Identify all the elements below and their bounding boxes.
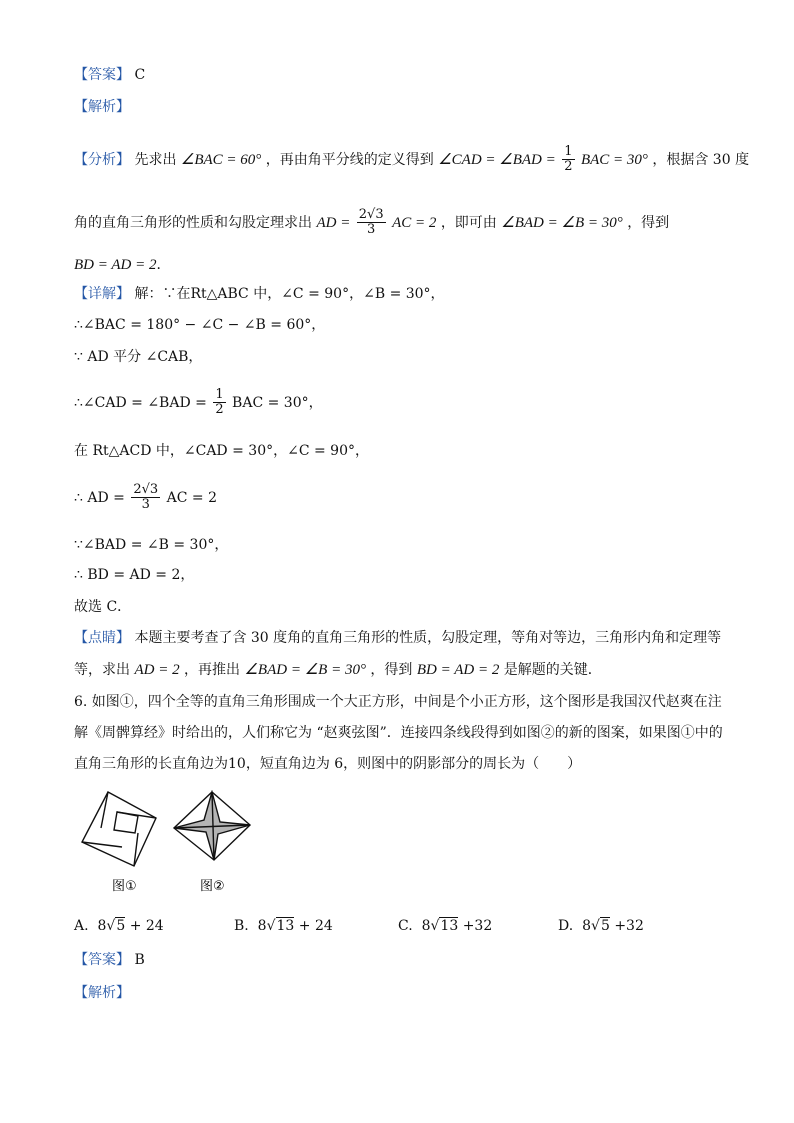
choice-coef: 8 <box>257 918 267 934</box>
denominator: 2 <box>215 402 224 418</box>
answer-value: B <box>134 952 145 968</box>
fraction <box>213 388 225 418</box>
xiangjie-line-8 <box>74 568 194 582</box>
question-6-line-1 <box>74 695 722 709</box>
denominator: 3 <box>367 222 376 238</box>
choice-c[interactable]: C. 8√13 +32 <box>398 918 493 934</box>
figure-2-label: 图② <box>200 879 225 894</box>
text: 等，求出 <box>74 662 130 678</box>
text: ∴∠CAD = ∠BAD = <box>74 394 207 411</box>
question-6-line-3 <box>74 757 581 771</box>
numerator: 2√3 <box>358 207 384 222</box>
math: ∠BAC = 60° <box>180 151 262 168</box>
analysis-tag: 【解析】 <box>74 985 130 1001</box>
text: ，再由角平分线的定义得到 <box>265 151 434 168</box>
xiangjie-line-9 <box>74 600 131 614</box>
choice-letter: B. <box>234 918 249 934</box>
text: 在 Rt△ACD 中，∠CAD = 30°，∠C = 90°， <box>74 443 369 459</box>
text: ∴ AD = <box>74 489 125 506</box>
choice-radicand: 5 <box>600 918 610 934</box>
text: AC = 2 <box>166 489 217 506</box>
xiangjie-line-6 <box>74 483 217 513</box>
math: ∠BAD = ∠B = 30° <box>501 214 623 231</box>
answer-value: C <box>134 67 146 83</box>
outer-square <box>82 792 156 866</box>
dianjing-line-1 <box>74 631 721 645</box>
choice-letter: D. <box>558 918 574 934</box>
math: ∠BAD = ∠B = 30° <box>244 662 366 678</box>
text: 直角三角形的长直角边为10，短直角边为 6，则图中的阴影部分的周长为（ ） <box>74 756 582 772</box>
denominator: 3 <box>141 497 150 513</box>
figure-2-shaded-diagram <box>174 792 250 860</box>
fenxi-line-1 <box>74 145 749 175</box>
xiangjie-line-2 <box>74 318 325 332</box>
fraction <box>131 483 160 513</box>
text: BAC = 30°， <box>232 394 323 411</box>
dianjing-line-2 <box>74 663 602 678</box>
choice-b[interactable]: B. 8√13 + 24 <box>234 918 333 934</box>
choice-letter: C. <box>398 918 413 934</box>
math: BD = AD = 2 <box>74 257 157 273</box>
choice-coef: 8 <box>421 918 431 934</box>
xiangjie-tag: 【详解】 <box>74 286 130 302</box>
math: AC = 2 <box>392 214 437 231</box>
answer-line <box>74 68 145 82</box>
text: ∵∠BAD = ∠B = 30°， <box>74 537 229 553</box>
numerator: 1 <box>564 144 573 159</box>
text: ∴ BD = AD = 2， <box>74 567 195 583</box>
choice-letter: A. <box>74 918 89 934</box>
dianjing-tag: 【点睛】 <box>74 630 130 646</box>
text: ，根据含 30 度 <box>652 151 750 168</box>
fraction <box>562 145 574 175</box>
text: 是解题的关键． <box>503 662 602 678</box>
choice-radicand: 13 <box>440 918 459 934</box>
fenxi-tag: 【分析】 <box>74 151 130 168</box>
question-6-line-2 <box>74 726 723 740</box>
xiangjie-line-7 <box>74 538 228 552</box>
math: ∠CAD = ∠BAD = <box>438 151 556 168</box>
choice-const: +32 <box>614 918 644 934</box>
choice-radicand: 13 <box>276 918 295 934</box>
math: AD = 2 <box>134 662 180 678</box>
text: ，再推出 <box>184 662 241 678</box>
analysis-2-heading <box>74 986 130 1000</box>
fenxi-line-2 <box>74 208 669 238</box>
text: 6. 如图①，四个全等的直角三角形围成一个大正方形，中间是个小正方形，这个图形是我国汉代赵爽在注 <box>74 694 722 710</box>
xiangjie-line-5 <box>74 444 369 458</box>
choice-a[interactable]: A. 8√5 + 24 <box>74 918 164 934</box>
math: BAC = 30° <box>580 151 648 168</box>
fraction <box>357 208 386 238</box>
text: 本题主要考查了含 30 度角的直角三角形的性质，勾股定理，等角对等边，三角形内角和定理等 <box>134 630 722 646</box>
text: ，得到 <box>370 662 413 678</box>
text: ，即可由 <box>440 214 497 231</box>
zhao-shuang-figures <box>74 790 264 894</box>
xiangjie-line-1 <box>74 287 445 301</box>
analysis-heading <box>74 100 130 114</box>
choice-coef: 8 <box>97 918 107 934</box>
text: ∵ AD 平分 ∠CAB， <box>74 349 203 365</box>
figure-1-label: 图① <box>112 879 137 894</box>
choice-coef: 8 <box>582 918 592 934</box>
math: AD = <box>316 214 351 231</box>
xiangjie-line-3 <box>74 350 202 364</box>
text: ，得到 <box>627 214 670 231</box>
text: 解《周髀算经》时给出的，人们称它为 “赵爽弦图”．连接四条线段得到如图②的新的图案，如果图①中的 <box>74 725 723 741</box>
text: 故选 C． <box>74 599 132 615</box>
xiangjie-line-4 <box>74 388 323 418</box>
numerator: 1 <box>215 387 224 402</box>
text: ． <box>156 257 171 273</box>
numerator: 2√3 <box>133 482 159 497</box>
choice-const: + 24 <box>129 918 164 934</box>
inner-square <box>114 812 138 833</box>
analysis-tag: 【解析】 <box>74 99 130 115</box>
choice-radicand: 5 <box>116 918 126 934</box>
choice-const: +32 <box>462 918 493 934</box>
text: 角的直角三角形的性质和勾股定理求出 <box>74 214 312 231</box>
choice-d[interactable]: D. 8√5 +32 <box>558 918 644 934</box>
text: ∴∠BAC = 180° − ∠C − ∠B = 60°， <box>74 317 326 333</box>
answer-2-line <box>74 953 145 967</box>
figure-1-zhao-shuang-diagram <box>82 792 156 866</box>
denominator: 2 <box>564 159 573 175</box>
text: 先求出 <box>134 151 177 168</box>
text: 解：∵在Rt△ABC 中，∠C = 90°，∠B = 30°， <box>134 286 445 302</box>
choice-const: + 24 <box>298 918 333 934</box>
answer-tag: 【答案】 <box>74 952 130 968</box>
answer-tag: 【答案】 <box>74 67 130 83</box>
fenxi-line-3 <box>74 258 170 273</box>
math: BD = AD = 2 <box>416 662 500 678</box>
